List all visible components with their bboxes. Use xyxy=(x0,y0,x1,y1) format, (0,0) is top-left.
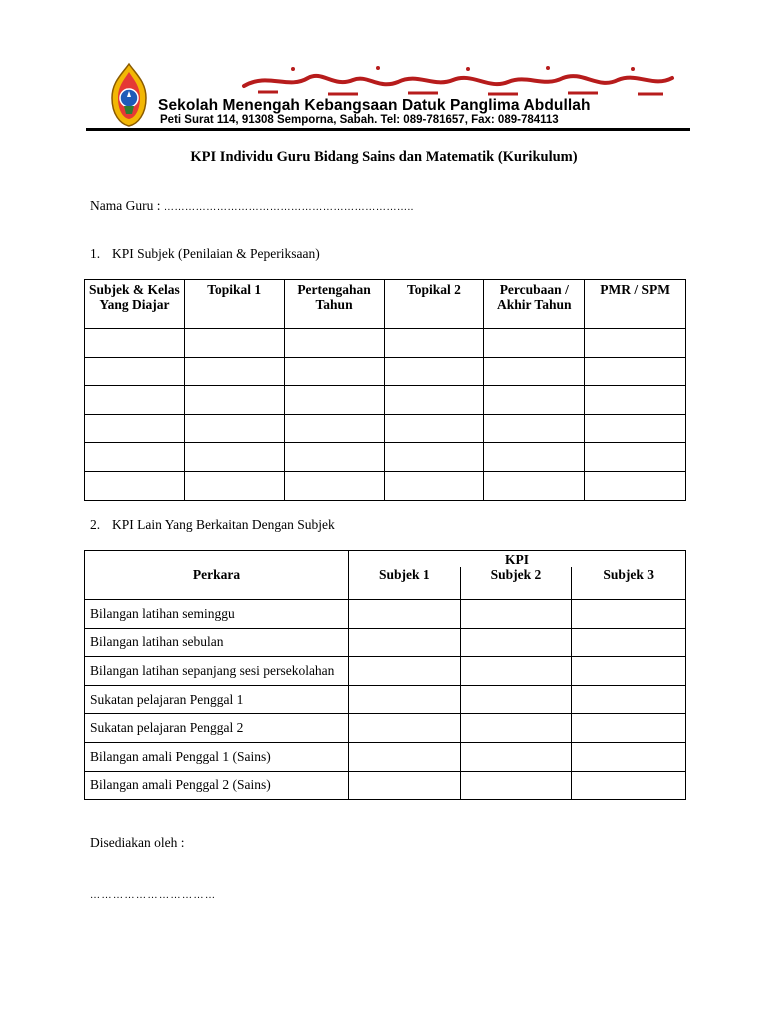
section-1-heading xyxy=(90,246,320,262)
table-cell[interactable] xyxy=(460,628,572,657)
table-row xyxy=(85,600,686,629)
table-cell[interactable] xyxy=(184,329,284,358)
signature-line: …………………………… xyxy=(90,890,217,901)
table-cell[interactable] xyxy=(460,685,572,714)
table-cell[interactable] xyxy=(460,742,572,771)
table-cell[interactable] xyxy=(460,657,572,686)
table-cell[interactable] xyxy=(484,414,585,443)
section-2-heading xyxy=(90,517,335,533)
row-label: Bilangan amali Penggal 1 (Sains) xyxy=(85,742,349,771)
table-row xyxy=(85,657,686,686)
table-cell[interactable] xyxy=(348,714,460,743)
section-2-number: 2. xyxy=(90,517,101,532)
table-cell[interactable] xyxy=(484,357,585,386)
table-cell[interactable] xyxy=(85,329,185,358)
table-cell[interactable] xyxy=(284,357,384,386)
table-cell[interactable] xyxy=(460,714,572,743)
table-cell[interactable] xyxy=(348,628,460,657)
table-row xyxy=(85,386,686,415)
table-cell[interactable] xyxy=(384,329,484,358)
table-cell[interactable] xyxy=(572,714,686,743)
row-label: Bilangan latihan sepanjang sesi persekolahan xyxy=(85,657,349,686)
kpi-subjek-table xyxy=(84,279,686,501)
table-cell[interactable] xyxy=(284,471,384,500)
table-cell[interactable] xyxy=(460,600,572,629)
column-header: Topikal 2 xyxy=(384,280,484,329)
table-row xyxy=(85,685,686,714)
table-cell[interactable] xyxy=(572,771,686,800)
table-cell[interactable] xyxy=(348,685,460,714)
table-cell[interactable] xyxy=(85,357,185,386)
row-label: Bilangan latihan sebulan xyxy=(85,628,349,657)
column-header: Topikal 1 xyxy=(184,280,284,329)
table-cell[interactable] xyxy=(348,742,460,771)
kpi-lain-table xyxy=(84,550,686,800)
table-cell[interactable] xyxy=(585,386,686,415)
prepared-by-label: Disediakan oleh : xyxy=(90,835,185,850)
table-row xyxy=(85,628,686,657)
nama-guru-blank: …………………………………………………………….. xyxy=(163,202,414,213)
table-cell[interactable] xyxy=(484,471,585,500)
table-row xyxy=(85,714,686,743)
letterhead xyxy=(88,56,688,134)
table-row xyxy=(85,357,686,386)
row-label: Sukatan pelajaran Penggal 1 xyxy=(85,685,349,714)
nama-guru-label: Nama Guru : xyxy=(90,198,161,213)
table-cell[interactable] xyxy=(184,357,284,386)
section-1-number: 1. xyxy=(90,246,101,261)
subject-header: Subjek 2 xyxy=(460,567,572,600)
table-cell[interactable] xyxy=(348,600,460,629)
column-header: Percubaan / Akhir Tahun xyxy=(484,280,585,329)
table-cell[interactable] xyxy=(184,443,284,472)
table-cell[interactable] xyxy=(284,443,384,472)
table-cell[interactable] xyxy=(572,685,686,714)
table-cell[interactable] xyxy=(384,386,484,415)
section-2-title: KPI Lain Yang Berkaitan Dengan Subjek xyxy=(112,517,335,532)
table-cell[interactable] xyxy=(184,414,284,443)
section-1-title: KPI Subjek (Penilaian & Peperiksaan) xyxy=(112,246,320,261)
table-cell[interactable] xyxy=(484,443,585,472)
table-row xyxy=(85,414,686,443)
table-cell[interactable] xyxy=(85,443,185,472)
table-cell[interactable] xyxy=(85,414,185,443)
table-cell[interactable] xyxy=(348,657,460,686)
table-cell[interactable] xyxy=(384,414,484,443)
column-header: PMR / SPM xyxy=(585,280,686,329)
document-title: KPI Individu Guru Bidang Sains dan Matematik (Kurikulum) xyxy=(190,149,578,165)
table-cell[interactable] xyxy=(384,443,484,472)
table-cell[interactable] xyxy=(348,771,460,800)
perkara-header: Perkara xyxy=(85,551,349,600)
table-cell[interactable] xyxy=(585,329,686,358)
table-cell[interactable] xyxy=(85,386,185,415)
row-label: Bilangan latihan seminggu xyxy=(85,600,349,629)
table-cell[interactable] xyxy=(460,771,572,800)
table-cell[interactable] xyxy=(284,329,384,358)
subject-header: Subjek 3 xyxy=(572,567,686,600)
school-name: Sekolah Menengah Kebangsaan Datuk Panglima Abdullah xyxy=(158,97,591,114)
table-cell[interactable] xyxy=(572,657,686,686)
table-cell[interactable] xyxy=(484,386,585,415)
table-cell[interactable] xyxy=(572,742,686,771)
subject-header: Subjek 1 xyxy=(348,567,460,600)
table-row xyxy=(85,329,686,358)
jawi-school-name-script xyxy=(238,64,678,98)
table-cell[interactable] xyxy=(585,443,686,472)
table-cell[interactable] xyxy=(384,357,484,386)
table-cell[interactable] xyxy=(585,357,686,386)
table-row xyxy=(85,443,686,472)
table-header-row xyxy=(85,551,686,568)
table-row xyxy=(85,471,686,500)
school-crest-logo xyxy=(106,62,152,128)
table-cell[interactable] xyxy=(572,628,686,657)
kpi-header: KPI xyxy=(348,551,685,568)
table-cell[interactable] xyxy=(572,600,686,629)
table-header-row xyxy=(85,280,686,329)
column-header: Subjek & Kelas Yang Diajar xyxy=(85,280,185,329)
school-address: Peti Surat 114, 91308 Semporna, Sabah. Tel: 089-781657, Fax: 089-784113 xyxy=(160,114,559,126)
table-cell[interactable] xyxy=(585,414,686,443)
column-header: Pertengahan Tahun xyxy=(284,280,384,329)
table-cell[interactable] xyxy=(284,414,384,443)
nama-guru-row xyxy=(90,198,414,214)
table-cell[interactable] xyxy=(484,329,585,358)
table-row xyxy=(85,742,686,771)
table-cell[interactable] xyxy=(184,471,284,500)
table-cell[interactable] xyxy=(384,471,484,500)
table-cell[interactable] xyxy=(585,471,686,500)
table-cell[interactable] xyxy=(184,386,284,415)
table-row xyxy=(85,771,686,800)
row-label: Bilangan amali Penggal 2 (Sains) xyxy=(85,771,349,800)
table-cell[interactable] xyxy=(284,386,384,415)
row-label: Sukatan pelajaran Penggal 2 xyxy=(85,714,349,743)
table-cell[interactable] xyxy=(85,471,185,500)
letterhead-divider xyxy=(86,128,690,131)
